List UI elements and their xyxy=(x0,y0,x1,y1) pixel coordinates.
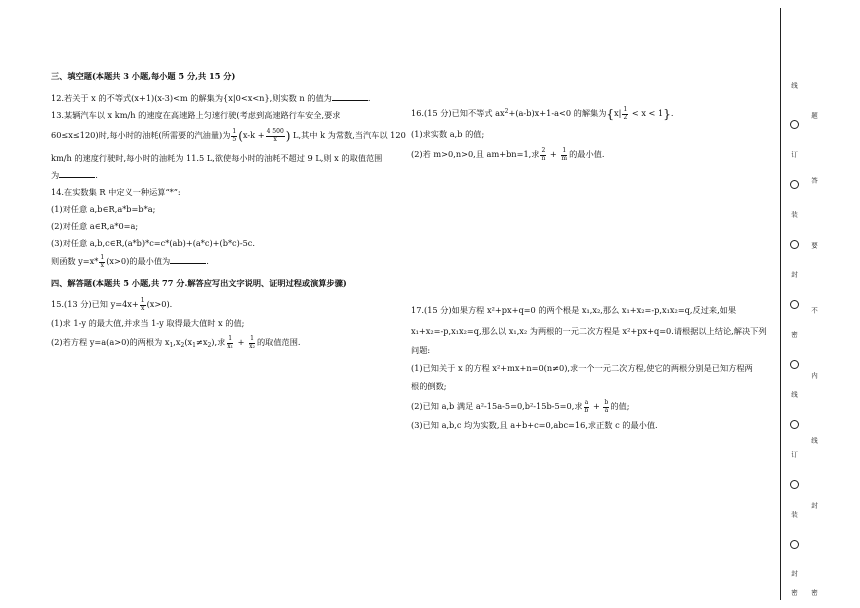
fraction: $\frac{1}{x}$ xyxy=(140,297,145,312)
binding-outer-column xyxy=(810,100,819,520)
answer-blank xyxy=(332,92,368,101)
section3-heading: 三、填空题(本题共 3 小题,每小题 5 分,共 15 分) xyxy=(51,71,236,81)
binding-char: 要 xyxy=(810,241,818,249)
binding-circle-icon xyxy=(790,120,799,129)
binding-circle-icon xyxy=(790,480,799,489)
fraction: $\frac{1}{\text{x₂}}$ xyxy=(249,335,255,350)
question-14: 14.在实数集 R 中定义一种运算“*”: (1)对任意 a,b∈R,a*b=b*a; (2)对任意 a∈R,a*0=a; (3)对任意 a,b,c∈R,(a*b)*c=c*(ab)+(a*c)+(b*c)-5c. 则函数 y=x* $\frac{1}{x}$ (x>0)的最小值为 . xyxy=(51,187,255,269)
binding-circle-icon xyxy=(790,420,799,429)
question-16: 16.(15 分)已知不等式 $ax^2+(a-b)x+1-a<0$ 的解集为{x| $\frac{1}{2}$ < x < 1}. (1)求实数 a,b 的值; (2)若 m>0,n>0,且 am+bn=1,求 $\frac{2}{n}$ + $\frac{1}{m}$ 的最小值. xyxy=(411,106,674,162)
fraction: $\frac{4 500}{x}$ xyxy=(266,128,284,143)
binding-char: 订 xyxy=(790,150,798,158)
fraction: $\frac{1}{m}$ xyxy=(561,147,568,162)
binding-char: 密 xyxy=(810,588,818,595)
binding-line xyxy=(780,8,781,600)
question-13: 13.某辆汽车以 x km/h 的速度在高速路上匀速行驶(考虑到高速路行车安全,要求 60≤x≤120)时,每小时的油耗(所需要的汽油量)为 $\frac{1}{5}$ (x-k + $\frac{4 500}{x}$ ) L,其中 k 为常数,当汽车以 120 km/h 的速度行驶时,每小时的油耗为 11.5 L,欲使每小时的油耗不超过 9 L,则 x 的取值范围 为 . xyxy=(51,110,406,180)
binding-char: 封 xyxy=(790,270,798,278)
binding-circle-icon xyxy=(790,300,799,309)
binding-char: 答 xyxy=(810,176,818,184)
binding-inner-column xyxy=(790,60,799,588)
section4-heading: 四、解答题(本题共 5 小题,共 77 分.解答应写出文字说明、证明过程或演算步骤) xyxy=(51,278,347,288)
binding-char: 封 xyxy=(810,501,818,509)
binding-char: 订 xyxy=(790,450,798,458)
binding-circle-icon xyxy=(790,360,799,369)
binding-char: 密 xyxy=(790,588,798,595)
fraction: $\frac{a}{b}$ xyxy=(584,399,589,414)
binding-circle-icon xyxy=(790,180,799,189)
binding-char: 装 xyxy=(790,210,798,218)
binding-char: 不 xyxy=(810,306,818,314)
binding-char: 线 xyxy=(790,390,798,398)
question-15: 15.(13 分)已知 y=4x+ $\frac{1}{x}$ (x>0). (1)求 1-y 的最大值,并求当 1-y 取得最大值时 x 的值; (2)若方程 y=a(a>0)的两根为 $x_1,x_2(x_1\ne x_2)$,求 $\frac{1}{\text{x₁}}$ + $\frac{1}{\text{x₂}}$ 的取值范围. xyxy=(51,297,301,350)
fraction: $\frac{2}{n}$ xyxy=(541,147,546,162)
question-17: 17.(15 分)如果方程 x²+px+q=0 的两个根是 x₁,x₂,那么 x₁+x₂=-p,x₁x₂=q,反过来,如果 x₁+x₂=-p,x₁x₂=q,那么以 x₁,x₂ 为两根的一元二次方程是 x²+px+q=0.请根据以上结论,解决下列 问题: (1)已知关于 x 的方程 x²+mx+n=0(n≠0),求一个一元二次方程,使它的两根分别是已知方程两 根的倒数; (2)已知 a,b 满足 a²-15a-5=0,b²-15b-5=0,求 $\frac{a}{b}$ + $\frac{b}{a}$ 的值; (3)已知 a,b,c 均为实数,且 a+b+c=0,abc=16,求正数 c 的最小值. xyxy=(411,305,767,430)
binding-char: 线 xyxy=(790,81,798,89)
binding-circle-icon xyxy=(790,540,799,549)
binding-char: 题 xyxy=(810,111,818,119)
fraction: $\frac{b}{a}$ xyxy=(604,399,609,414)
fraction: $\frac{1}{2}$ xyxy=(623,106,628,121)
left-column xyxy=(51,70,406,354)
answer-blank xyxy=(59,169,95,178)
question-12: 12.若关于 x 的不等式(x+1)(x-3)<m 的解集为{x|0<x<n},则实数 n 的值为 . xyxy=(51,93,371,103)
fraction: $\frac{1}{5}$ xyxy=(232,128,237,143)
right-column xyxy=(411,104,771,431)
answer-blank xyxy=(170,255,206,264)
fraction: $\frac{1}{\text{x₁}}$ xyxy=(227,335,234,350)
binding-char: 密 xyxy=(790,330,798,338)
binding-char: 内 xyxy=(810,371,818,379)
binding-char: 封 xyxy=(790,569,798,577)
binding-char: 线 xyxy=(810,436,818,444)
binding-char: 装 xyxy=(790,510,798,518)
binding-circle-icon xyxy=(790,240,799,249)
fraction: $\frac{1}{x}$ xyxy=(100,254,105,269)
